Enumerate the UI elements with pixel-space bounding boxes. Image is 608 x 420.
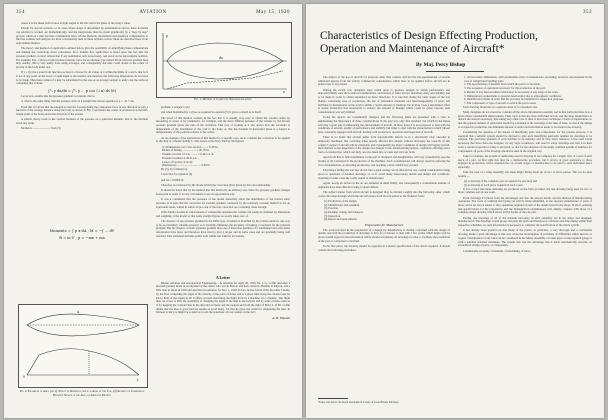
list-item: Radius of fairing ................... = 20.78 in. [162,148,210,153]
paragraph: Except for special sections, or in cases where shape is determined by mathematical curves, these formulas can seldom be worked out mathematically, and the integrations must be made graphically by a "step by step" process which as a rule involves considerable labor. Of the methods, mechanical and graphical computations to find the ordinate and analysis are most conveniently used in these airplane curves; these are described here in an approximate manner. [16,26,148,46]
paragraph: Many designers do not even now consider all the above information essential, and in this particular there is to a great extent considerable improvement. Their view is that the shop staff must be left, and the shop should have to deduce the answers necessary, this taking very often a lot of time to turn every technique, a form of organization, so that the greatest number of particulars should be contained in the drawings at the time of issue, so that if the design is accepted in production, the minimum amount of doubt and information needs to be made in the drawing. [458,109,592,129]
list-item: Pressure Gradient at 40 m.p.h. .. [162,155,200,160]
paragraph: Again, nearly all factors in the air are elements in mind firmly, and consequently a considerable number of engineers have been directed owing to detail defects. [318,180,450,189]
svg-text:p: p [166,34,169,38]
paragraph: During the recent war, designers were called upon to produce designs in which performance and manoeuvrability were the foremost considerations, and matters of other factors, including safety and stability, had to be made in order to obtain supremacy in these directions. It is true that during the latter stages of the war matters concerning ease of production, the use of alternative materials and interchangeability of parts, and facilities for maintenance of the service within a certain amount of attention, but in most cases a determined effort at sound production had necessarily to endure; the amount of thought which could be given towards such considerations was very limited. [318,87,450,114]
left-column-bottom [16,226,148,302]
paragraph: It was a considered that the presence of the model materially alters the distribution of the normal static pressure. It is seen that the correction for variable gradient computed by the relatively constant method is not an equivalent result, within in which 20 per cent of the true correction are constantly clean enough. [156,197,290,209]
list-item: (Resistance) ............................. ... 0.00 lb. [162,163,211,168]
figure-2-drawing [19,305,147,387]
paragraph: As an example of the application of this method to a specific case, let us consider the correction to be applied to the drag of a model airship C-class tested at the Navy Yard by the figures: [156,135,290,144]
paragraph: By (3), by formula (5), [161,166,188,171]
article-title: Characteristics of Design Effecting Production, Operation and Maintenance of Aircraft* [320,30,538,55]
page-number: 353 [583,10,592,15]
paragraph: There is no doubt that aircraft suffer from unpredictable defects as in a structurally crisp outcome in temporary machines, this occurring when greatly affected into design, without obviously the capacity of this country's output of aircraft will be expanded, and consequently the direct conditions of design will largely prevail. Such matters as the inspection of the design and designs in the manufacturing sphere, conditions affecting every form of construction, which certainly, are also taken into account and sold out from. [318,135,450,155]
list-item: Center of Gravity of body: [162,159,193,164]
list-item: 2. The specification of material from which the part is to be made. [464,82,541,87]
paragraph: With Zahm's models in wind tunnels of comparable airplanes the volume can easily be obtained by immersion and weighing of the model so that some straight figures are easily taken care of. [156,209,290,218]
paragraph: The proof of this method consists in the fact that it is usually very easy to obtain the volume, either by measuring in water or by planimetry, for example, and the more difficult pressure of the volume by the known pressure gradient given the ratio of the curvature. This way of looking at it also shows how the curvature is independent of the attachment of the wall to the body, so that the moment in horizontal plane is a forged to independently of the position relative to the center. [156,115,290,135]
list-item: (a) A drawing of the complete part as required for erection; and [464,179,538,184]
paragraph: Apart from this, it falls nonetheless on the part of designers and draughtsmen, will very considerably ease the burden of all concerned in the production of the machine. Such considerations will always result in reducing the cost of manufacture, accelerating production, and reaching a more satisfactory product. [318,155,450,167]
list-item: 5. Dimensional requirements to prevent deterioration due to atmospheric conditions. [464,93,562,98]
svg-text:A: A [77,310,80,314]
paragraph: Take the case of a wing assembly; the sheet might fitting made up of two or more pieces. This we do each require — [458,170,592,178]
paragraph: If y = f(x) be a point from function we have to choose for all values of x within the limits of a and b, that is, it is not at any point on the lower or right angle to the normal, and therefore the following integrations do not have to be made. Thus these values of x may be substituted for the area as an average tangent to unity over the surfaces containing this volume. [16,70,148,86]
page-number: 354 [16,10,25,15]
byline: By Maj. Percy Bishop [416,62,466,68]
right-page-left-column [318,76,450,394]
paragraph: Let us now assume that the pressure gradient is constant, that is, [21,94,96,99]
svg-text:L: L [137,378,140,382]
running-title: AVIATION [139,10,167,15]
left-column-top [16,22,148,222]
paragraph: and for = 0.0000 lb. [161,177,184,182]
footnote: *Paper read before the Royal Aeronautical Society of Great Britain, February. [318,401,399,404]
paragraph: and when multiplied by x gives as required in equation (5) it gives as much as in itself. [161,110,262,115]
paragraph: It should be noted that by the method that this method is an arbitrary one. Since the pressure gradient changes from point to point, it is very convenient to use an approximate way. [156,188,290,196]
list-item: 7. The component or type of aircraft on which the part is used. [464,100,537,105]
paragraph: From drawings it follows from the advantages and also the several details and the method of manufacturing operations. The work of ordering and laying out will be made simplified, as the separate manufacture of parts or more can be set out on sheets or lists, quantities required of each of the details noted in the shops. In short, ordering and specifications for the preparation and the mathematical examinations will, simply compare with those of a complete single drawing which shows all the details of the one part. [458,195,592,215]
list-item: (1) Production of the design. [324,198,358,203]
issue-date: May 15, 1920 [256,10,290,15]
letter-signature: A. H. Mussell [272,315,290,320]
list-item: 3. The sequence of operations necessary for the production of the part. [464,86,546,91]
svg-text:x: x [283,90,285,94]
running-head [16,10,290,18]
section-subheading: Preparation for Manufacture [364,222,404,227]
list-item: (1) Dimensions over close section .......= 0.38 in. [162,144,219,149]
paragraph: It has already been pointed out that many of the points, in particular, a very thorough and a worthwhile drawing, make a great advantage in this way when the investigation of problems of difficulties which involve or require consideration of any kind can be considered in the limits. Assembly can take place on the required gauge or with a suitable standard machines. The system also has the advantage that it tends automatically towards, an economical design of parts, or components. [458,228,592,248]
paragraph: In the first place, the drawing should be regarded as a master specification of the article required. It should contain the following particulars: [318,244,450,252]
list-item: 6. Identification marks in order that the part may be identified for inspection purposes. [464,97,564,102]
paragraph: Each drawing should be on a separate sheet of a convenient size. [463,104,538,109]
paragraph: Moments ..................... = from (3) [21,126,61,131]
running-head [318,10,592,18]
list-item: (5) Inspection. [324,213,341,218]
paragraph: Take for example, the system of numbering used in drawing in our company for a single style of a part of each piece of a part. At first sight this may be a cumbersome procedure, but it proves of great assistance to those engaged in production, where attention has on certain stages of manufacture to be paid to such individual piece especially. [458,153,592,169]
figure-2 [18,304,148,388]
figure-1 [156,22,292,98]
right-page-right-column [458,76,592,412]
paragraph: gradient, a tangent to (6) [161,106,190,109]
figure-1-caption: Fig. 1. Method of Computing Pressure Gradient [194,97,252,101]
list-item: (6) Repair and replacements. [324,217,358,222]
paragraph: where h is the mean vertical area at right angles to the flat and in the plane of the wing a value. [21,22,131,25]
svg-text:dx: dx [219,56,223,60]
paragraph: or what is the same thing, that the pressure curve is a straight line whose equation is p = −m + ma. [21,99,135,104]
paragraph: Today the aspects are considerably changed, and the following items are presented with a view to emphasizing the importance of these considerations in the past war, only fine standard, but which in the future will play a great part in influencing the advancement of aircraft. In these notes it is not proposed to deal with the conditions of aircraft, quality of performance and stability, but rather to deal with the characteristics which (those) have constantly engaged with aircraft, dealing with production, operation and inspection of aircraft. [318,115,450,135]
svg-text:0: 0 [23,375,26,379]
paragraph: The theory and method of application outlined below give the possibility of simplifying these computations and making the corrections more convenient. Prof. Zahm's first application is based upon the fact that the pressure gradient, in most remote that if any summation only is necessary, and about as the approximate position. For example, Fig. 1 shows a typical plane pressure curve for an airplane type tunnel. From what the gradient here may usually, this is very easily done using averages, and consequently the time could obtain at the center of gravity of the body under test. [16,46,148,69]
right-page [306,4,604,418]
list-item: (2) Manufacture and assembly. [324,202,360,207]
paragraph: From this it follows that the integral so that the corresponding the component force in any direction is only a function of the average distance along the body as shown in Fig. 2 and hence the center of pressure is at the half-length point of the body and in the direction of the stream. [16,104,148,117]
paragraph: Considerable economy of material, of machining, of labor, [463,248,531,253]
list-item: 1. All necessary dimensions, with permissible errors in manufacture, including, however, development in the case of complicated bending parts. [464,76,592,83]
letter-section [156,274,290,412]
figure-1-drawing [157,23,291,97]
paragraph: Correction for equation (6) [161,172,193,177]
paragraph: The absence of any pressure gradient in the Eiffel type of tunnel as modified by the Curtiss tunnel is one way to be an extremely valuable property as it certainly eliminates the necessity of making corrections for the pressure gradient. But the absence of static pressure gradient thus one of these fine qualities of a windtunnel and even many laboratories have been, and therefore have tried to give a proper and in some cases and are gradually being well attached. This statement includes points both within and with the air tunnels. [156,218,290,238]
footnote-rule [318,398,348,399]
list-item: (3) Erection. [324,206,339,211]
list-item: (4) Packing, crating and transport. [324,209,364,214]
paragraph: A similar theory leads to the vertical moment of the pressure on a particular element, that is, the moment about any point. [16,117,148,126]
equation-block: Moments = ∫ p x dA ; M = −∫ ... dV [49,228,115,233]
title-rule [426,71,484,72]
paragraph: Further, the drawings of all of the material necessary in such assembly are in the shape and designed, manufactured. The drawings would group and pack the parts and therefore no material and time taking within their respective schedules, no such information is necessary to complete the specification of the whole system. [458,215,592,228]
figure-2-caption: Fig. 2. Examples of Area (or 1). Effect of Redesign, Such as Area in the Tail. (2) Results of Comparison Between Shapes as the Area of Airplane Models [19,389,145,397]
paragraph: Experience during the war has shown that a great saving can be effected by any careful consideration being given to questions of detailed drawings, so as to avoid many unnecessary details and design and conditions, requiring in some cases the costly output of manufacture. [318,168,450,180]
list-item: Volume over the 1/12 in. ........ = 0.443 cu. ft. [162,152,215,157]
equation-block: R = m V ; p = −mx + ma [59,236,105,240]
left-page [4,4,302,418]
list-item: (b) A drawing of each piece required in such a part. [464,182,524,187]
right-column-top [156,106,290,271]
paragraph: Rhode, Aviation and Aeronautical Engineering.—In Aviation for April 28, 1920, Dr. J. G. Coffin describes a pleasant journey made in an airplane by the author who was in Boston and then carried to Buffalo at Dayton, and a little later at about in 1918 and described in Aviation for Nov. 1, 1918. In fact, he has found 1919, the same 5 items, by the first, comparing the angle of the velocity at the point of thrust and at a given time along the chosen route he said a little of that again in Dr. Coffin's account describing the flight from its a machine on a schedule. The flight then, he wrote, is after the possibility of changing the angle of the ship to the bottom, and by some of these rules as if for keeping the constant line in the direction in these and the nearest and from the right of Bold. L. If Dr. Coffin thinks that the idea is good then he speaks as good many. I'd, that he gives me credit for originating the idea. In fairness to me you might be so kind as to add the statement of your readers in the fact: [156,280,290,315]
paragraph: The subject of the use of aircraft for purposes other than warfare will involve the appraisement of several additional aspects from the strictly commercial consideration which have to be applied before aircraft are in general use to any extent. [318,76,450,87]
paragraph: Therefore as evaluated by Mr. Rosin (1919) the correction (6) is given by this one relationship. [161,182,271,187]
paragraph: The work involved in the preparation of a design for manufacture is chiefly concerned with the design of details, and with the production of drawings. It may be of interest to deal with a few points which might well be given careful regard in the information which should accompany all drawings in order to facilitate the production of the part or component concerned. [318,227,450,243]
paragraph: If it is correct that these drawings are produced on the form provided, the one drawing being used for two or more complete sets in one work. [458,186,592,195]
equation: ∫ᵇₐ y dx/dx = ∫ᵇₐ y ... p cos (∠n) ds (6) [47,88,116,93]
paragraph: The subject matter from which aircraft is designed may be divided roughly into the following order, which covers the range through which the aircraft passes from its conception to the 'finished' form: [318,189,450,198]
list-item: 4. Details of any heat-treatment which may be necessary at any stage of the work. [464,89,559,94]
paragraph: Considering the question of the means of identifying parts and components, for the present purpose, it is essential that a suitable system should be devised to give each identifying particular number for drawings to be adopted. The particular problem of each machine is an industry, and in very many instances it has been found necessary that more than one designer, in very large workshops, will need to adopt drawings and find it in their work a certain proportion of duty is involved, so that for the adoption of one single common system of numbers for components, all parts of the drawings should be used in the original way. [458,130,592,153]
letter-heading: A Letter [215,275,231,280]
